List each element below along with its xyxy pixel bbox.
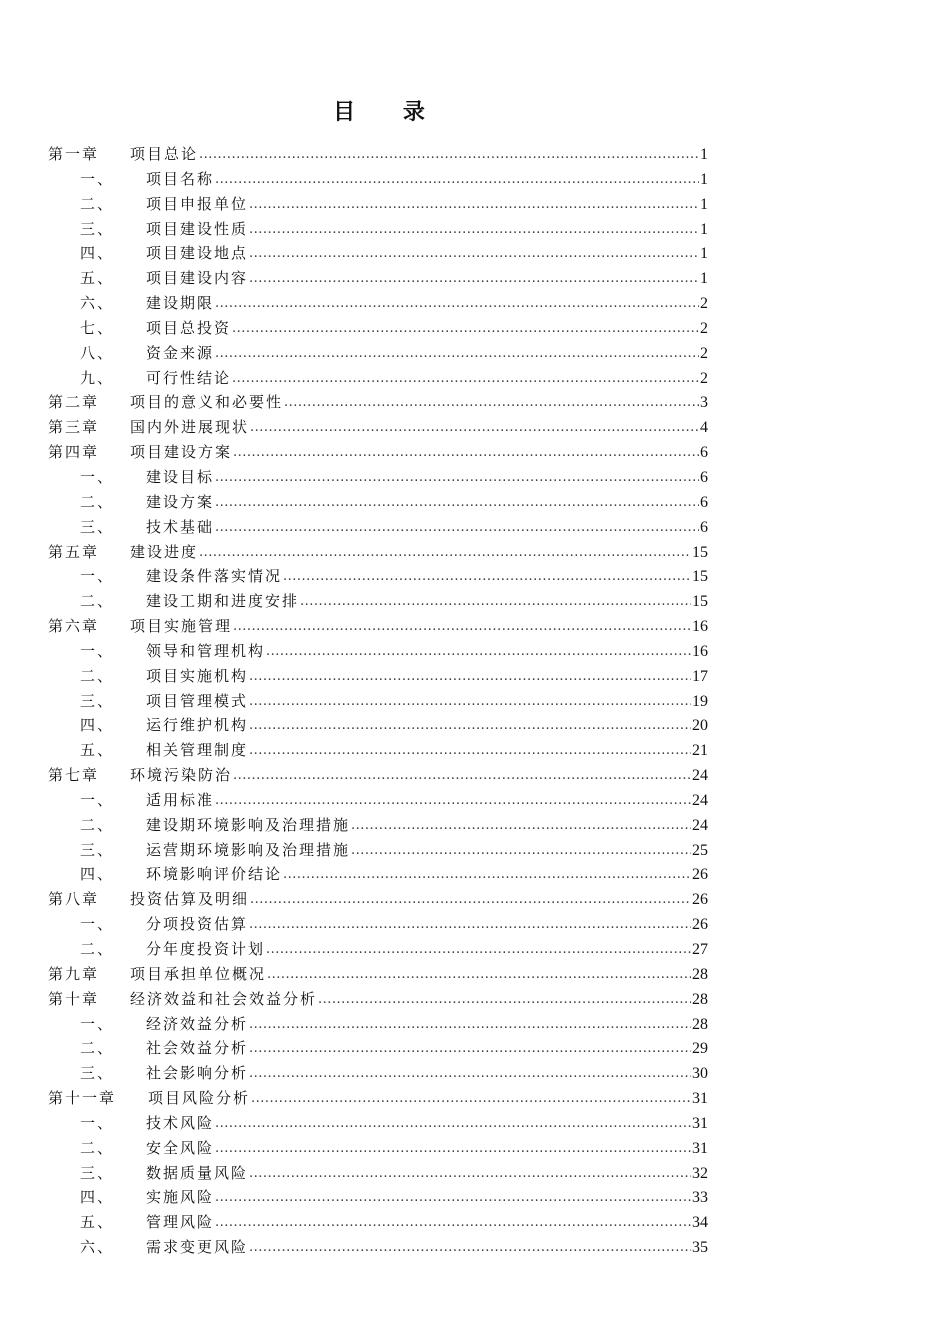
toc-page-number: 1 [700, 245, 708, 263]
toc-page-number: 24 [692, 767, 708, 785]
toc-dot-leader [249, 218, 699, 243]
toc-dot-leader [249, 1236, 691, 1261]
toc-entry-number: 三、 [80, 1163, 115, 1182]
toc-entry-number: 二、 [80, 492, 115, 511]
toc-page-number: 2 [700, 369, 708, 387]
toc-entry-title: 建设方案 [146, 492, 215, 511]
toc-entry-title: 管理风险 [146, 1213, 215, 1232]
toc-dot-leader [266, 640, 691, 665]
toc-page-number: 17 [692, 667, 708, 685]
toc-entry-number: 五、 [80, 1213, 115, 1232]
toc-entry-title: 社会效益分析 [146, 1039, 249, 1058]
toc-entry-title: 项目建设地点 [146, 244, 249, 263]
toc-dot-leader [249, 665, 691, 690]
toc-section-entry[interactable] [48, 862, 708, 887]
toc-entry-number: 一、 [80, 169, 115, 188]
toc-entry-title: 运营期环境影响及治理措施 [146, 840, 351, 859]
toc-page-number: 16 [692, 618, 708, 636]
toc-section-entry[interactable] [48, 1061, 708, 1086]
toc-entry-title: 环境污染防治 [130, 766, 233, 785]
toc-entry-number: 一、 [80, 567, 115, 586]
toc-dot-leader [249, 1013, 691, 1038]
toc-section-entry[interactable] [48, 664, 708, 689]
toc-entry-title: 适用标准 [146, 790, 215, 809]
toc-chapter-entry[interactable] [48, 962, 708, 987]
toc-entry-title: 建设进度 [130, 542, 199, 561]
toc-chapter-entry[interactable] [48, 987, 708, 1012]
toc-section-entry[interactable] [48, 813, 708, 838]
toc-entry-number: 六、 [80, 1238, 115, 1257]
toc-dot-leader [215, 491, 699, 516]
toc-dot-leader [215, 168, 699, 193]
toc-dot-leader [199, 541, 691, 566]
toc-section-entry[interactable] [48, 515, 708, 540]
toc-entry-title: 数据质量风险 [146, 1163, 249, 1182]
toc-entry-title: 资金来源 [146, 343, 215, 362]
toc-dot-leader [284, 391, 699, 416]
toc-page-number: 2 [700, 344, 708, 362]
toc-dot-leader [250, 888, 691, 913]
toc-dot-leader [215, 466, 699, 491]
toc-chapter-entry[interactable] [48, 540, 708, 565]
toc-dot-leader [215, 292, 699, 317]
toc-page-number: 6 [700, 493, 708, 511]
toc-dot-leader [318, 988, 691, 1013]
toc-entry-title: 项目实施管理 [130, 617, 233, 636]
toc-entry-title: 项目总论 [130, 145, 199, 163]
toc-entry-title: 需求变更风险 [146, 1238, 249, 1257]
toc-page-number: 32 [692, 1164, 708, 1182]
toc-section-entry[interactable] [48, 1136, 708, 1161]
toc-section-entry[interactable] [48, 1036, 708, 1061]
page-title: 目 录 [333, 99, 445, 125]
toc-dot-leader [283, 863, 691, 888]
toc-section-entry[interactable] [48, 1161, 708, 1186]
toc-dot-leader [267, 963, 691, 988]
toc-page-number: 15 [692, 543, 708, 561]
toc-dot-leader [351, 839, 691, 864]
toc-page-number: 27 [692, 941, 708, 958]
toc-entry-title: 项目承担单位概况 [130, 964, 267, 983]
toc-entry-number: 五、 [80, 741, 115, 760]
toc-entry-number: 一、 [80, 915, 115, 934]
toc-entry-title: 项目建设性质 [146, 219, 249, 238]
toc-dot-leader [215, 1137, 691, 1162]
toc-entry-title: 项目名称 [146, 169, 215, 188]
toc-entry-number: 三、 [80, 840, 115, 859]
toc-dot-leader [215, 1211, 691, 1236]
toc-entry-title: 建设工期和进度安排 [146, 592, 300, 611]
toc-section-entry[interactable] [48, 316, 708, 341]
toc-section-entry[interactable] [48, 1210, 708, 1235]
toc-entry-number: 八、 [80, 343, 115, 362]
toc-entry-title: 经济效益分析 [146, 1014, 249, 1033]
toc-entry-number: 第一章 [48, 145, 100, 163]
toc-entry-number: 三、 [80, 1064, 115, 1083]
table-of-contents [48, 142, 708, 1260]
toc-entry-number: 四、 [80, 865, 115, 884]
toc-page-number: 26 [692, 866, 708, 884]
toc-section-entry[interactable] [48, 465, 708, 490]
toc-dot-leader [215, 516, 699, 541]
toc-entry-number: 一、 [80, 1113, 115, 1132]
toc-page-number: 16 [692, 642, 708, 660]
toc-page-number: 20 [692, 717, 708, 735]
toc-section-entry[interactable] [48, 838, 708, 863]
toc-section-entry[interactable] [48, 217, 708, 242]
toc-dot-leader [249, 1162, 691, 1187]
toc-dot-leader [266, 938, 691, 963]
toc-entry-title: 建设目标 [146, 467, 215, 486]
toc-entry-number: 三、 [80, 691, 115, 710]
toc-dot-leader [249, 193, 699, 218]
toc-chapter-entry[interactable] [48, 614, 708, 639]
toc-entry-number: 二、 [80, 815, 115, 834]
toc-entry-number: 第三章 [48, 418, 100, 437]
toc-entry-title: 建设期限 [146, 294, 215, 313]
toc-entry-number: 一、 [80, 1014, 115, 1033]
toc-entry-title: 社会影响分析 [146, 1064, 249, 1083]
toc-page-number: 25 [692, 841, 708, 859]
toc-page-number: 26 [692, 891, 708, 909]
toc-entry-number: 一、 [80, 467, 115, 486]
toc-page-number: 35 [692, 1239, 708, 1257]
toc-section-entry[interactable] [48, 937, 708, 962]
toc-entry-number: 第二章 [48, 393, 100, 412]
toc-dot-leader [233, 615, 691, 640]
toc-dot-leader [215, 1112, 691, 1137]
toc-entry-number: 四、 [80, 1188, 115, 1207]
toc-entry-number: 七、 [80, 318, 115, 337]
toc-chapter-entry[interactable] [48, 142, 708, 167]
toc-page-number: 1 [700, 146, 708, 163]
toc-dot-leader [233, 764, 691, 789]
toc-dot-leader [251, 1087, 691, 1112]
toc-page-number: 2 [700, 319, 708, 337]
toc-page-number: 29 [692, 1040, 708, 1058]
toc-dot-leader [249, 242, 699, 267]
toc-section-entry[interactable] [48, 713, 708, 738]
toc-section-entry[interactable] [48, 266, 708, 291]
toc-entry-title: 可行性结论 [146, 368, 232, 387]
toc-section-entry[interactable] [48, 639, 708, 664]
toc-dot-leader [249, 714, 691, 739]
toc-chapter-entry[interactable] [48, 415, 708, 440]
toc-section-entry[interactable] [48, 689, 708, 714]
toc-page-number: 26 [692, 916, 708, 934]
toc-page-number: 1 [700, 170, 708, 188]
toc-entry-number: 九、 [80, 368, 115, 387]
toc-entry-title: 项目的意义和必要性 [130, 393, 284, 412]
toc-page-number: 28 [692, 1015, 708, 1033]
toc-section-entry[interactable] [48, 912, 708, 937]
toc-entry-number: 六、 [80, 294, 115, 313]
toc-entry-number: 第十一章 [48, 1089, 117, 1108]
toc-dot-leader [233, 441, 699, 466]
toc-entry-title: 项目实施机构 [146, 666, 249, 685]
toc-entry-number: 三、 [80, 219, 115, 238]
toc-entry-title: 项目风险分析 [148, 1089, 251, 1108]
toc-page-number: 19 [692, 692, 708, 710]
toc-entry-title: 技术基础 [146, 517, 215, 536]
toc-section-entry[interactable] [48, 788, 708, 813]
toc-page-number: 2 [700, 295, 708, 313]
toc-page-number: 30 [692, 1065, 708, 1083]
toc-dot-leader [249, 1037, 691, 1062]
toc-page-number: 6 [700, 518, 708, 536]
toc-entry-title: 建设条件落实情况 [146, 567, 283, 586]
toc-page-number: 3 [700, 394, 708, 412]
toc-page-number: 4 [700, 419, 708, 437]
toc-dot-leader [215, 789, 691, 814]
toc-entry-number: 四、 [80, 716, 115, 735]
toc-chapter-entry[interactable] [48, 1086, 708, 1111]
toc-section-entry[interactable] [48, 341, 708, 366]
toc-dot-leader [232, 367, 699, 392]
toc-page-number: 24 [692, 791, 708, 809]
toc-entry-number: 二、 [80, 1138, 115, 1157]
toc-entry-number: 一、 [80, 641, 115, 660]
toc-page-number: 28 [692, 990, 708, 1008]
toc-chapter-entry[interactable] [48, 887, 708, 912]
toc-entry-number: 二、 [80, 666, 115, 685]
toc-entry-title: 项目管理模式 [146, 691, 249, 710]
toc-dot-leader [249, 739, 691, 764]
toc-dot-leader [249, 913, 691, 938]
toc-entry-number: 第八章 [48, 890, 100, 909]
toc-page-number: 1 [700, 270, 708, 288]
toc-entry-title: 环境影响评价结论 [146, 865, 283, 884]
toc-entry-title: 领导和管理机构 [146, 641, 266, 660]
toc-entry-number: 第七章 [48, 766, 100, 785]
toc-dot-leader [351, 814, 691, 839]
toc-page-number: 15 [692, 568, 708, 586]
toc-entry-number: 四、 [80, 244, 115, 263]
toc-section-entry[interactable] [48, 1111, 708, 1136]
toc-entry-title: 项目建设方案 [130, 443, 233, 462]
toc-entry-number: 五、 [80, 269, 115, 288]
toc-section-entry[interactable] [48, 490, 708, 515]
toc-entry-title: 经济效益和社会效益分析 [130, 989, 318, 1008]
toc-page-number: 31 [692, 1139, 708, 1157]
toc-entry-number: 第五章 [48, 542, 100, 561]
toc-page-number: 21 [692, 742, 708, 760]
toc-entry-number: 第九章 [48, 964, 100, 983]
toc-entry-number: 第十章 [48, 989, 100, 1008]
toc-page-number: 1 [700, 195, 708, 213]
toc-page-number: 31 [692, 1114, 708, 1132]
toc-section-entry[interactable] [48, 1235, 708, 1260]
toc-entry-number: 三、 [80, 517, 115, 536]
toc-dot-leader [215, 342, 699, 367]
toc-entry-title: 国内外进展现状 [130, 418, 250, 437]
toc-page-number: 15 [692, 593, 708, 611]
toc-dot-leader [249, 1062, 691, 1087]
toc-section-entry[interactable] [48, 1185, 708, 1210]
toc-entry-title: 运行维护机构 [146, 716, 249, 735]
toc-entry-title: 分项投资估算 [146, 915, 249, 934]
toc-entry-title: 分年度投资计划 [146, 940, 266, 958]
toc-dot-leader [199, 143, 699, 168]
toc-section-entry[interactable] [48, 589, 708, 614]
toc-section-entry[interactable] [48, 241, 708, 266]
toc-dot-leader [300, 590, 691, 615]
toc-page-number: 31 [692, 1090, 708, 1108]
toc-chapter-entry[interactable] [48, 763, 708, 788]
toc-entry-title: 实施风险 [146, 1188, 215, 1207]
toc-page-number: 6 [700, 444, 708, 462]
toc-dot-leader [215, 1186, 691, 1211]
toc-dot-leader [249, 267, 699, 292]
toc-page-number: 28 [692, 965, 708, 983]
toc-dot-leader [283, 565, 691, 590]
toc-section-entry[interactable] [48, 366, 708, 391]
toc-entry-number: 一、 [80, 790, 115, 809]
toc-dot-leader [250, 416, 699, 441]
toc-entry-number: 二、 [80, 940, 115, 958]
toc-section-entry[interactable] [48, 291, 708, 316]
toc-entry-number: 第六章 [48, 617, 100, 636]
toc-entry-number: 第四章 [48, 443, 100, 462]
toc-dot-leader [232, 317, 699, 342]
toc-entry-number: 二、 [80, 194, 115, 213]
toc-entry-title: 相关管理制度 [146, 741, 249, 760]
toc-chapter-entry[interactable] [48, 440, 708, 465]
toc-entry-title: 项目总投资 [146, 318, 232, 337]
toc-section-entry[interactable] [48, 167, 708, 192]
toc-section-entry[interactable] [48, 1012, 708, 1037]
toc-chapter-entry[interactable] [48, 390, 708, 415]
toc-entry-title: 技术风险 [146, 1113, 215, 1132]
toc-entry-number: 二、 [80, 592, 115, 611]
toc-entry-title: 安全风险 [146, 1138, 215, 1157]
toc-entry-title: 建设期环境影响及治理措施 [146, 815, 351, 834]
toc-page-number: 1 [700, 220, 708, 238]
toc-entry-title: 项目申报单位 [146, 194, 249, 213]
toc-section-entry[interactable] [48, 738, 708, 763]
toc-entry-title: 项目建设内容 [146, 269, 249, 288]
toc-page-number: 24 [692, 816, 708, 834]
toc-section-entry[interactable] [48, 564, 708, 589]
toc-page-number: 6 [700, 468, 708, 486]
toc-entry-title: 投资估算及明细 [130, 890, 250, 909]
toc-page-number: 33 [692, 1189, 708, 1207]
toc-entry-number: 二、 [80, 1039, 115, 1058]
toc-section-entry[interactable] [48, 192, 708, 217]
toc-dot-leader [249, 690, 691, 715]
toc-page-number: 34 [692, 1214, 708, 1232]
